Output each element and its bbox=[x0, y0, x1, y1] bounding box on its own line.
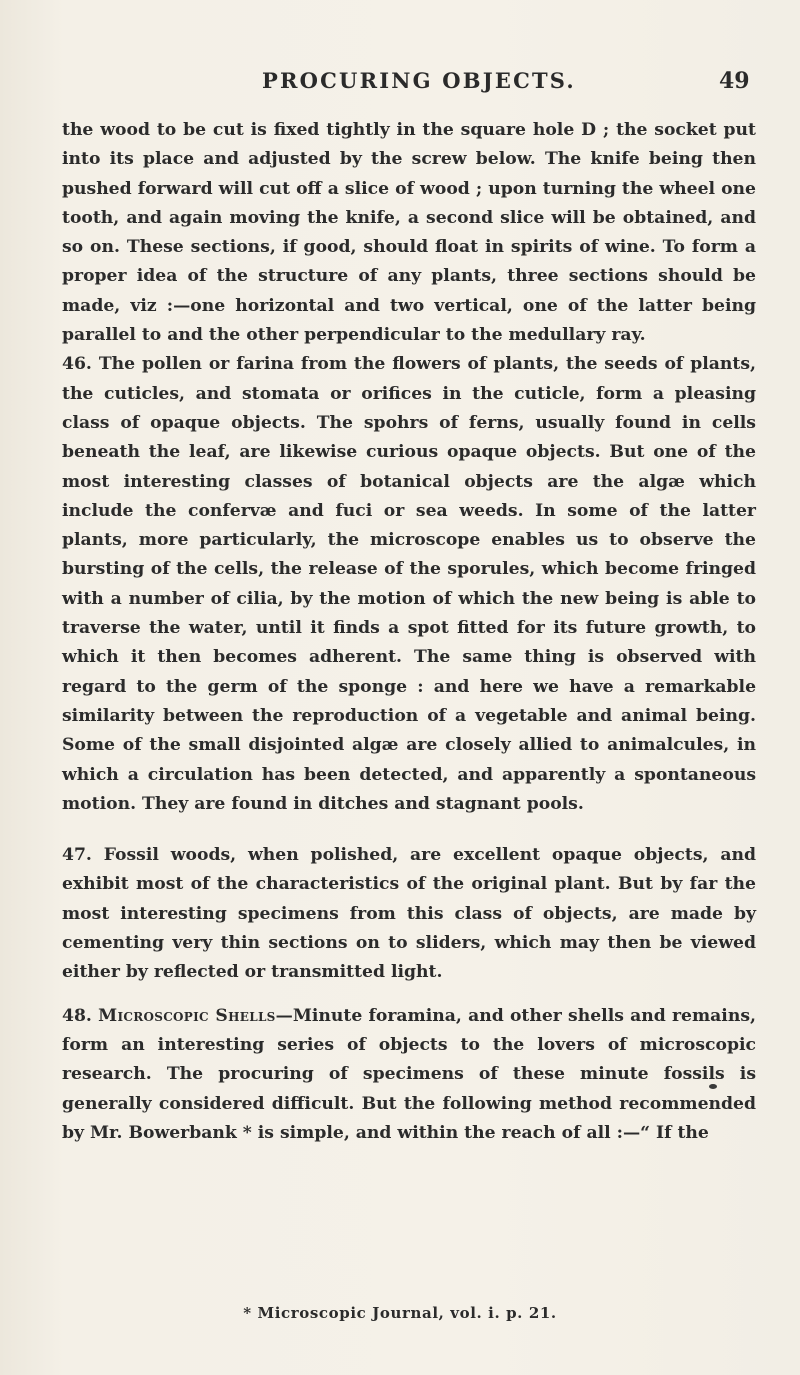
footnote: * Microscopic Journal, vol. i. p. 21. bbox=[243, 1304, 557, 1322]
body-text bbox=[62, 116, 756, 1148]
page-header bbox=[0, 68, 800, 102]
paragraph-48-heading: Microscopic Shells bbox=[98, 1005, 276, 1026]
paragraph-48 bbox=[62, 1002, 756, 1148]
paragraph-48-number: 48. bbox=[62, 1005, 92, 1026]
paragraph-46: 46. The pollen or farina from the flowers of plants, the seeds of plants, the cuticles, and stomata or orifices in the cuticle, form a pleasing class of opaque objects. The spohrs of ferns, usually found in cells beneath the leaf, are likewise curious opaque objects. But one of the most interesting classes of botanical objects are the algæ which include the confervæ and fuci or sea weeds. In some of the latter plants, more particularly, the microscope enables us to observe the bursting of the cells, the release of the sporules, which become fringed with a number of cilia, by the motion of which the new being is able to traverse the water, until it finds a spot fitted for its future growth, to which it then becomes adherent. The same thing is observed with regard to the germ of the sponge : and here we have a remarkable similarity between the reproduction of a vegetable and animal being. Some of the small disjointed algæ are closely allied to animalcules, in which a circulation has been detected, and apparently a spontaneous motion. They are found in ditches and stagnant pools. bbox=[62, 354, 756, 814]
paragraph-continuation: the wood to be cut is fixed tightly in the square hole D ; the socket put into its place and adjusted by the screw below. The knife being then pushed forward will cut off a slice of wood ; upon turning the wheel one tooth, and again moving the knife, a second slice will be obtained, and so on. These sections, if good, should float in spirits of wine. To form a proper idea of the structure of any plants, three sections should be made, viz :—one horizontal and two vertical, one of the latter being parallel to and the other perpendicular to the medullary ray. bbox=[62, 120, 756, 346]
page-number: 49 bbox=[719, 68, 750, 94]
paragraph-48-text: —Minute foramina, and other shells and remains, form an interesting series of objects to the lovers of microscopic research. The procuring of specimens of these minute fossils is generally considered difficult. But the following method recommended by Mr. Bowerbank * is simple, and within the reach of all :—“ If the bbox=[62, 1005, 756, 1143]
paragraph-47: 47. Fossil woods, when polished, are excellent opaque objects, and exhibit most of the characteristics of the original plant. But by far the most interesting specimens from this class of objects, are made by cementing very thin sections on to sliders, which may then be viewed either by reflected or transmitted light. bbox=[62, 845, 756, 983]
ink-mark bbox=[709, 1084, 717, 1089]
running-head: PROCURING OBJECTS. bbox=[262, 68, 576, 93]
